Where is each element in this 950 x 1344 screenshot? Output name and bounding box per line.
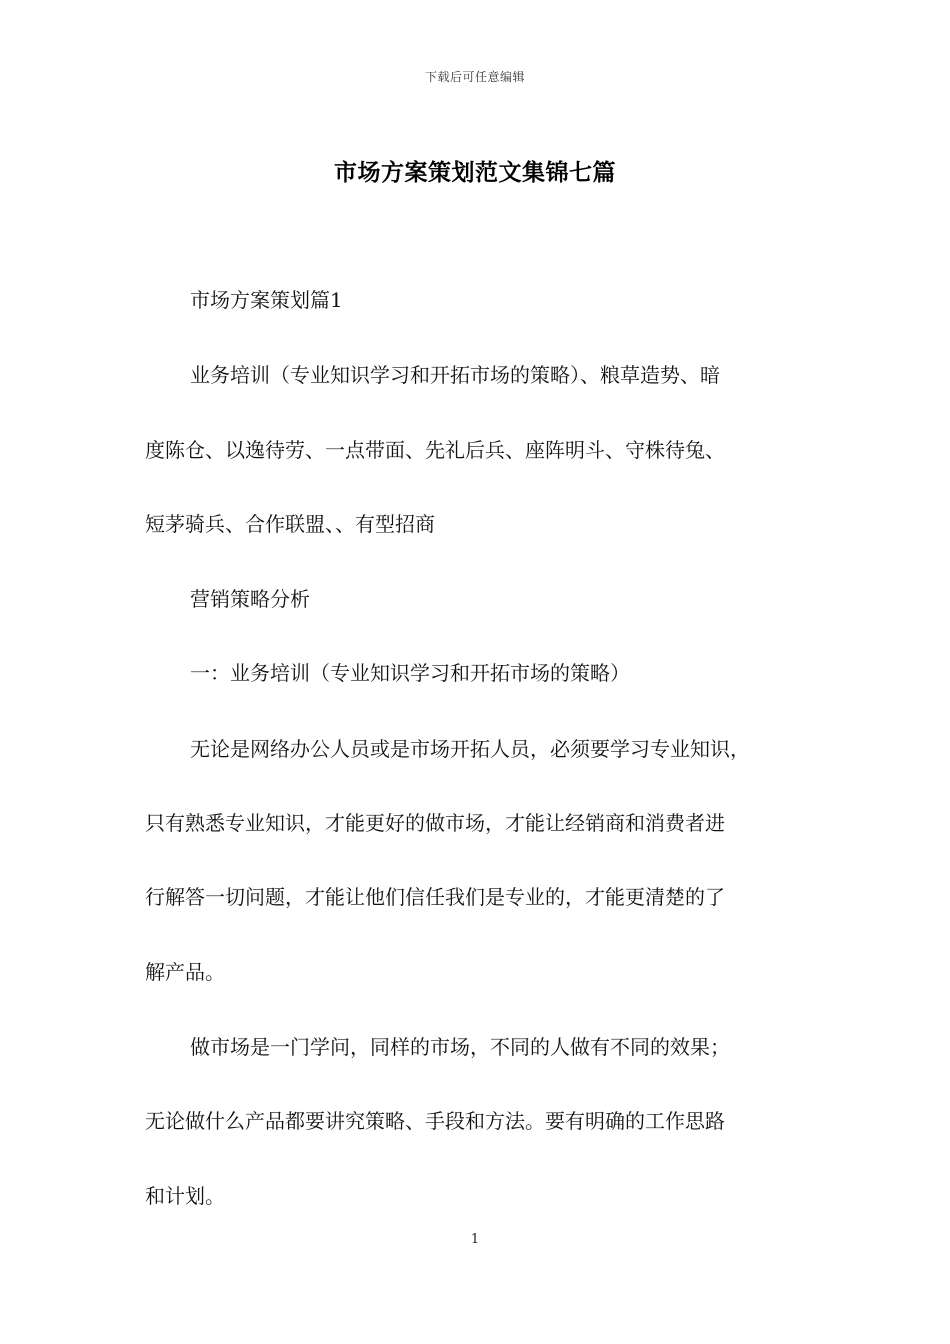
paragraph-line: 短茅骑兵、合作联盟、、有型招商 [145,512,435,536]
header-note: 下载后可任意编辑 [424,70,525,84]
paragraph-line: 做市场是一门学问，同样的市场，不同的人做有不同的效果； [190,1035,730,1059]
paragraph-line: 只有熟悉专业知识，才能更好的做市场，才能让经销商和消费者进 [145,811,725,835]
paragraph-line: 行解答一切问题，才能让他们信任我们是专业的，才能更清楚的了 [145,885,725,909]
paragraph-line: 无论是网络办公人员或是市场开拓人员，必须要学习专业知识， [190,737,750,761]
paragraph-line: 解产品。 [145,960,225,984]
document-title: 市场方案策划范文集锦七篇 [334,159,616,186]
section-heading: 市场方案策划篇1 [190,288,343,312]
paragraph-line: 和计划。 [145,1184,225,1208]
paragraph-line: 无论做什么产品都要讲究策略、手段和方法。要有明确的工作思路 [145,1109,725,1133]
subheading: 一：业务培训（专业知识学习和开拓市场的策略） [190,661,630,685]
page-number: 1 [470,1232,480,1247]
paragraph-line: 业务培训（专业知识学习和开拓市场的策略）、粮草造势、暗 [190,363,720,387]
paragraph-line: 度陈仓、以逸待劳、一点带面、先礼后兵、座阵明斗、守株待兔、 [145,438,725,462]
subheading: 营销策略分析 [190,587,310,611]
